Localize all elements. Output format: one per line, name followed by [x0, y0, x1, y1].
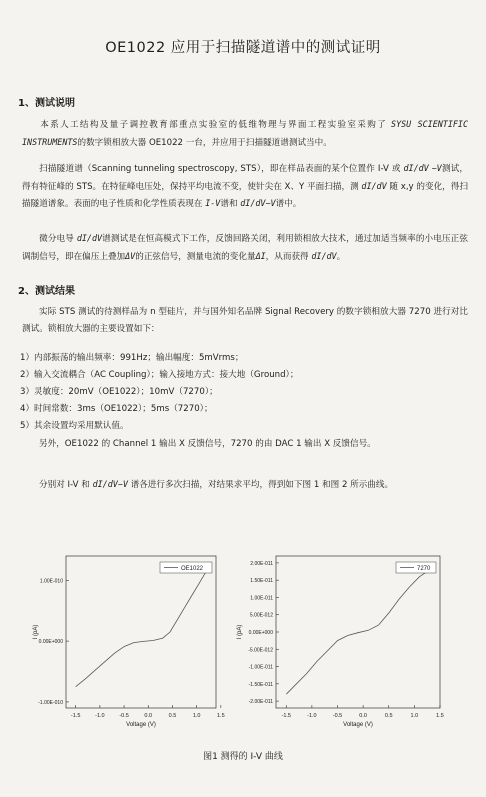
y-axis-label: I (pA) — [33, 624, 39, 640]
settings-item-1: 1）内部振荡的输出频率：991Hz；输出幅度：5mVrms； — [20, 353, 244, 363]
x-tick-label: -0.5 — [119, 713, 129, 719]
legend-label: OE1022 — [181, 566, 204, 572]
x-tick-label: 1.5 — [217, 713, 225, 719]
y-tick-label: 2.00E-011 — [250, 560, 273, 567]
settings-list — [20, 350, 466, 435]
x-tick-label: 0.0 — [144, 713, 153, 719]
section2-heading: 2、测试结果 — [18, 286, 75, 297]
document-title: OE1022 应用于扫描隧道谱中的测试证明 — [105, 40, 381, 56]
y-axis-label: I (pA) — [237, 624, 243, 640]
iv-chart-oe1022 — [28, 538, 228, 738]
y-tick-label: -5.00E-012 — [248, 647, 273, 654]
x-tick-label: -1.5 — [281, 713, 291, 719]
plot-frame — [276, 556, 440, 708]
y-tick-label: -1.50E-011 — [248, 681, 273, 688]
y-tick-label: 0.00E+000 — [248, 630, 273, 636]
figure-caption: 图1 测得的 I-V 曲线 — [203, 752, 283, 762]
y-tick-label: -2.00E-011 — [248, 699, 273, 706]
x-tick-label: -1.5 — [70, 713, 81, 719]
y-tick-label: -1.00E-011 — [248, 664, 273, 671]
x-tick-label: 0.5 — [168, 713, 177, 719]
y-tick-label: 1.50E-011 — [250, 578, 273, 585]
x-tick-label: 0.0 — [359, 713, 367, 719]
section2-paragraph3: 分别对 I-V 和 dI/dV−V 谱各进行多次扫描，对结果求平均，得到如下图 1 和图 2 所示曲线。 — [39, 479, 394, 490]
section1-paragraph3: 微分电导 dI/dV谱测试是在恒高模式下工作，反馈回路关闭，利用锁相放大技术，通过加适当频率的小电压正弦调制信号，即在偏压上叠加ΔV的正弦信号，测量电流的变化量ΔI，从而获得 dI/dV。 — [22, 233, 468, 262]
iv-chart-7270 — [232, 538, 452, 738]
settings-item-3: 3）灵敏度：20mV（OE1022）；10mV（7270）； — [20, 387, 218, 397]
section1-paragraph2: 扫描隧道谱（Scanning tunneling spectroscopy, STS），即在样品表面的某个位置作 I-V 或 dI/dV −V测试，得有特征峰的 STS。在特征峰电压处，保持平均电流不变，使针尖在 X、Y 平面扫描，测 dI/dV 随 x,y 的变化，得扫描隧道谱象。表面的电子性质和化学性质表现在 I-V谱和 dI/dV−V谱中。 — [22, 163, 468, 209]
x-tick-label: -1.0 — [95, 713, 105, 719]
x-tick-label: -0.5 — [332, 713, 343, 719]
y-tick-label: 5.00E-012 — [249, 612, 273, 619]
y-tick-label: 0.00E+000 — [38, 639, 63, 646]
section1-paragraph1: 本系人工结构及量子调控教育部重点实验室的低维物理与界面工程实验室采购了 SYSU SCIENTIFIC INSTRUMENTS的数字锁相放大器 OE1022 一台，并应用于扫描隧道谱测试当中。 — [22, 119, 468, 148]
y-tick-label: -1.00E-010 — [38, 699, 63, 706]
section1-heading: 1、测试说明 — [18, 98, 75, 109]
x-tick-label: -1.0 — [307, 713, 317, 719]
y-tick-label: 1.00E-010 — [39, 578, 63, 585]
settings-item-4: 4）时间常数：3ms（OE1022）；5ms（7270）； — [20, 404, 213, 414]
x-axis-label: Voltage (V) — [343, 722, 373, 728]
series-line-OE1022 — [76, 562, 212, 687]
x-tick-label: 0.5 — [384, 713, 393, 719]
plot-frame — [66, 556, 216, 708]
section2-paragraph2: 另外，OE1022 的 Channel 1 输出 X 反馈信号，7270 的由 DAC 1 输出 X 反馈信号。 — [39, 439, 376, 449]
settings-item-5: 5）其余设置均采用默认值。 — [20, 421, 129, 431]
x-tick-label: 1.0 — [410, 713, 419, 719]
settings-item-2: 2）输入交流耦合（AC Coupling）；输入接地方式：接大地（Ground）； — [20, 370, 299, 380]
section2-paragraph1: 实际 STS 测试的待测样品为 n 型硅片，并与国外知名品牌 Signal Recovery 的数字锁相放大器 7270 进行对比测试。锁相放大器的主要设置如下： — [22, 307, 468, 334]
x-tick-label: 1.5 — [436, 713, 444, 719]
x-tick-label: 1.0 — [192, 713, 201, 719]
x-axis-label: Voltage (V) — [126, 722, 156, 728]
legend-label: 7270 — [417, 566, 431, 572]
series-line-7270 — [286, 570, 430, 694]
y-tick-label: 1.00E-011 — [250, 595, 273, 602]
